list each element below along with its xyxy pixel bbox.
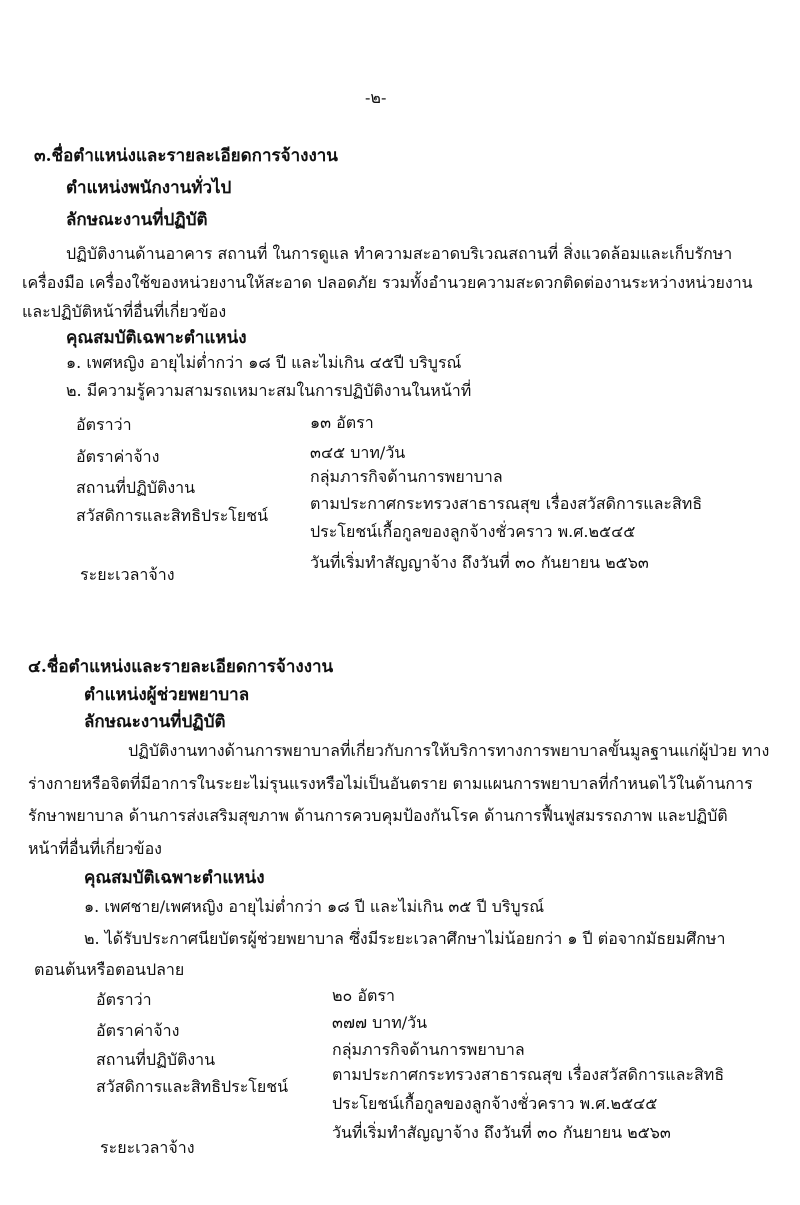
section4-vacancy-value: ๒๐ อัตรา — [332, 986, 395, 1005]
section3-position: ตำแหน่งพนักงานทั่วไป — [66, 178, 232, 198]
section3-vacancy-value: ๑๓ อัตรา — [310, 413, 374, 432]
section4-period-label: ระยะเวลาจ้าง — [100, 1138, 195, 1157]
section3-welfare-value: ตามประกาศกระทรวงสาธารณสุข เรื่องสวัสดิการและสิทธิ — [310, 494, 703, 513]
section4-period-value: วันที่เริ่มทำสัญญาจ้าง ถึงวันที่ ๓๐ กันยายน ๒๕๖๓ — [332, 1123, 671, 1142]
section4-duties-heading: ลักษณะงานที่ปฏิบัติ — [84, 712, 226, 732]
section4-vacancy-label: อัตราว่า — [96, 990, 152, 1009]
section4-workplace-label: สถานที่ปฏิบัติงาน — [96, 1050, 216, 1069]
section4-wage-label: อัตราค่าจ้าง — [96, 1021, 180, 1040]
section3-workplace-label: สถานที่ปฏิบัติงาน — [76, 478, 196, 497]
section3-welfare-value-cont: ประโยชน์เกื้อกูลของลูกจ้างชั่วคราว พ.ศ.๒๕๔๕ — [310, 522, 636, 541]
page-number: -๒- — [365, 88, 387, 107]
section4-qualification-2-cont: ตอนต้นหรือตอนปลาย — [34, 960, 185, 979]
section3-duties-line-2: เครื่องมือ เครื่องใช้ของหน่วยงานให้สะอาด ปลอดภัย รวมทั้งอำนวยความสะดวกติดต่องานระหว่างหน่วยงาน — [22, 273, 753, 292]
section4-duties-line-3: รักษาพยาบาล ด้านการส่งเสริมสุขภาพ ด้านการควบคุมป้องกันโรค ด้านการฟื้นฟูสมรรถภาพ และปฏิบัติ — [28, 806, 728, 825]
section3-period-label: ระยะเวลาจ้าง — [80, 565, 175, 584]
section4-position: ตำแหน่งผู้ช่วยพยาบาล — [84, 685, 250, 705]
section3-qualifications-heading: คุณสมบัติเฉพาะตำแหน่ง — [66, 328, 247, 348]
section4-qualification-1: ๑. เพศชาย/เพศหญิง อายุไม่ต่ำกว่า ๑๘ ปี และไม่เกิน ๓๕ ปี บริบูรณ์ — [84, 897, 545, 916]
section4-welfare-value-cont: ประโยชน์เกื้อกูลของลูกจ้างชั่วคราว พ.ศ.๒๕๔๕ — [332, 1094, 658, 1113]
section3-period-value: วันที่เริ่มทำสัญญาจ้าง ถึงวันที่ ๓๐ กันยายน ๒๕๖๓ — [310, 553, 649, 572]
section3-duties-line-3: และปฏิบัติหน้าที่อื่นที่เกี่ยวข้อง — [22, 302, 227, 321]
section4-duties-line-2: ร่างกายหรือจิตที่มีอาการในระยะไม่รุนแรงหรือไม่เป็นอันตราย ตามแผนการพยาบาลที่กำหนดไว้ในด้านการ — [28, 774, 753, 793]
section4-qualification-2: ๒. ได้รับประกาศนียบัตรผู้ช่วยพยาบาล ซึ่งมีระยะเวลาศึกษาไม่น้อยกว่า ๑ ปี ต่อจากมัธยมศึกษา — [84, 929, 726, 948]
section4-duties-line-1: ปฏิบัติงานทางด้านการพยาบาลที่เกี่ยวกับการให้บริการทางการพยาบาลขั้นมูลฐานแก่ผู้ป่วย ทาง — [128, 741, 770, 760]
section3-wage-label: อัตราค่าจ้าง — [76, 447, 160, 466]
section3-wage-value: ๓๔๕ บาท/วัน — [310, 443, 406, 462]
section4-welfare-value: ตามประกาศกระทรวงสาธารณสุข เรื่องสวัสดิการและสิทธิ — [332, 1065, 725, 1084]
section3-qualification-2: ๒. มีความรู้ความสามรถเหมาะสมในการปฏิบัติงานในหน้าที่ — [66, 381, 472, 400]
section3-vacancy-label: อัตราว่า — [76, 415, 132, 434]
section4-duties-line-4: หน้าที่อื่นที่เกี่ยวข้อง — [28, 839, 162, 858]
section3-qualification-1: ๑. เพศหญิง อายุไม่ต่ำกว่า ๑๘ ปี และไม่เกิน ๔๕ปี บริบูรณ์ — [66, 353, 462, 372]
section3-workplace-value: กลุ่มภารกิจด้านการพยาบาล — [310, 467, 503, 486]
section4-wage-value: ๓๗๗ บาท/วัน — [332, 1013, 428, 1032]
section4-workplace-value: กลุ่มภารกิจด้านการพยาบาล — [332, 1040, 525, 1059]
section3-welfare-label: สวัสดิการและสิทธิประโยชน์ — [76, 506, 269, 525]
section4-heading: ๔.ชื่อตำแหน่งและรายละเอียดการจ้างงาน — [28, 657, 334, 677]
section3-duties-line-1: ปฏิบัติงานด้านอาคาร สถานที่ ในการดูแล ทำความสะอาดบริเวณสถานที่ สิ่งแวดล้อมและเก็บรักษา — [66, 244, 733, 263]
section4-welfare-label: สวัสดิการและสิทธิประโยชน์ — [96, 1077, 289, 1096]
section3-duties-heading: ลักษณะงานที่ปฏิบัติ — [66, 210, 208, 230]
section4-qualifications-heading: คุณสมบัติเฉพาะตำแหน่ง — [84, 868, 265, 888]
section3-heading: ๓.ชื่อตำแหน่งและรายละเอียดการจ้างงาน — [34, 146, 338, 166]
